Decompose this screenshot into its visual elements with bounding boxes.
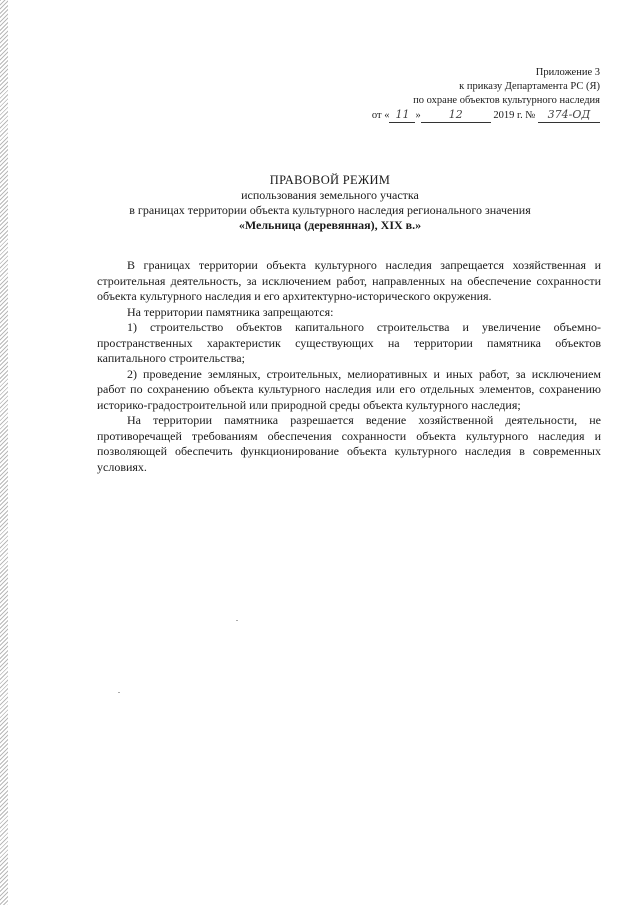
attachment-block	[372, 66, 600, 123]
date-year-number: 2019 г. №	[493, 110, 536, 121]
attachment-title: Приложение 3	[535, 67, 600, 78]
order-number: 374-ОД	[538, 108, 600, 123]
paragraph-item-2: 2) проведение земляных, строительных, мелиоративных и иных работ, за исключением работ по сохранению объекта культурного наследия или его отдельных элементов, сохранению историко-градостроительной или природной среды объекта культурного наследия;	[97, 366, 601, 412]
heading-subtitle: использования земельного участка	[241, 188, 419, 202]
scan-speck	[236, 620, 238, 621]
paragraph-prohibited-intro: На территории памятника запрещаются:	[127, 304, 334, 319]
heading-object-name: «Мельница (деревянная), XIX в.»	[238, 218, 422, 232]
paragraph-permitted: На территории памятника разрешается ведение хозяйственной деятельности, не противоречащей требованиям обеспечения сохранности объекта культурного наследия и позволяющей обеспечить функционирование объекта культурного наследия в современных условиях.	[97, 413, 601, 474]
heading-title: ПРАВОВОЙ РЕЖИМ	[269, 173, 391, 187]
date-prefix: от «	[371, 110, 390, 121]
scan-speck	[118, 692, 120, 693]
attachment-department: по охране объектов культурного наследия	[413, 95, 600, 106]
attachment-order: к приказу Департамента РС (Я)	[459, 81, 600, 92]
attachment-date-line	[372, 108, 600, 123]
date-day-close: »	[415, 110, 421, 121]
document-body	[97, 258, 601, 475]
paragraph-prohibition: В границах территории объекта культурного наследия запрещается хозяйственная и строительная деятельность, за исключением работ, направленных на обеспечение сохранности объекта культурного наследия и его архитектурно-исторического окружения.	[97, 258, 601, 303]
scan-edge-artifact	[0, 0, 8, 905]
heading-boundaries: в границах территории объекта культурного наследия регионального значения	[129, 203, 531, 217]
date-month: 12	[421, 108, 491, 123]
paragraph-item-1: 1) строительство объектов капитального строительства и увеличение объемно-пространственных характеристик существующих на территории памятника объектов капитального строительства;	[97, 320, 601, 365]
date-day: 11	[389, 108, 415, 123]
document-heading	[60, 173, 600, 233]
